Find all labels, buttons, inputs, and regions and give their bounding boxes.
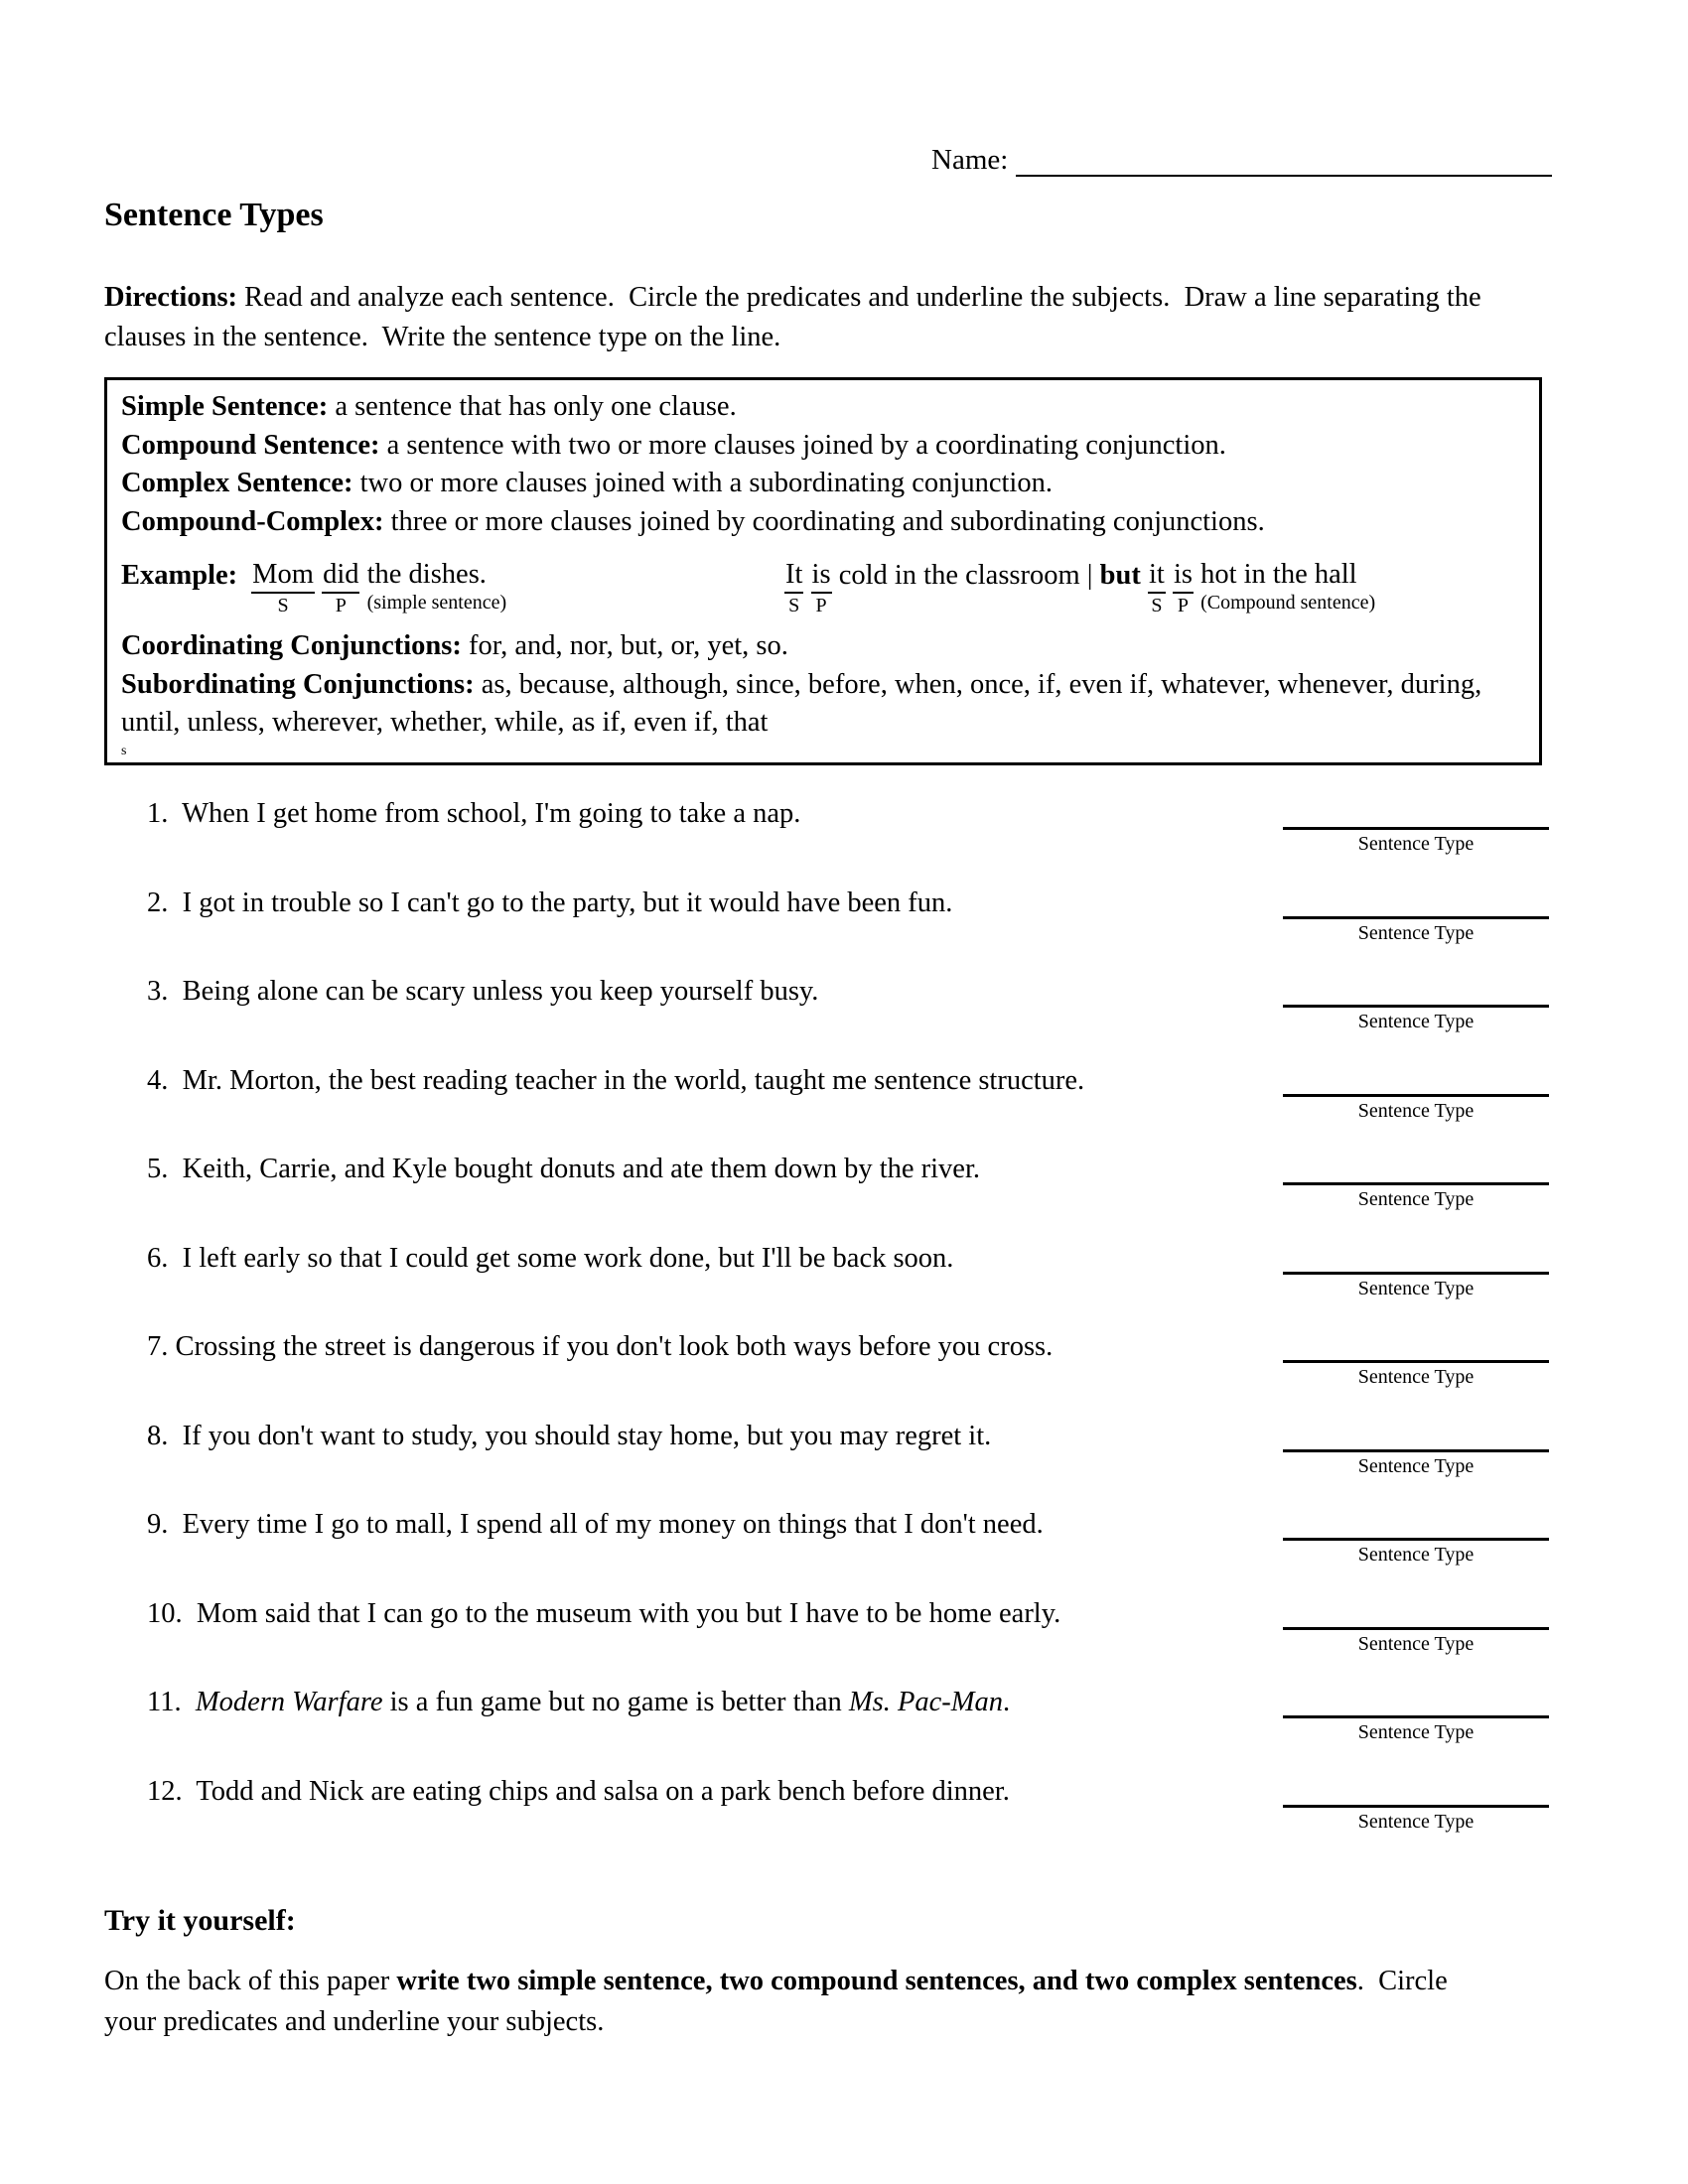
example-rest-group [1200, 559, 1375, 614]
stray-mark: s [121, 743, 127, 758]
exercise-number: 3. [147, 976, 183, 1007]
example-compound-sentence [784, 559, 1525, 617]
definition-text: two or more clauses joined with a subordinating conjunction. [352, 468, 1053, 498]
exercise-sentence-segment: I got in trouble so I can't go to the party, but it would have been fun. [182, 887, 953, 918]
underlined-predicate: is [811, 559, 832, 594]
exercise-sentence [147, 975, 1549, 1009]
directions [104, 278, 1524, 357]
exercise-list [147, 797, 1549, 1863]
sentence-type-label: Sentence Type [1357, 1721, 1475, 1743]
exercise-number: 9. [147, 1509, 183, 1540]
exercise-number: 6. [147, 1242, 183, 1274]
exercise-number: 12. [147, 1775, 197, 1807]
definitions-box [104, 377, 1542, 765]
subordinating-conjunctions [121, 666, 1525, 743]
exercise-number: 5. [147, 1154, 183, 1184]
exercise-sentence [147, 1242, 1549, 1276]
try-it-yourself-heading: Try it yourself: [104, 1904, 296, 1937]
exercise-row [147, 1508, 1549, 1566]
example-middle: cold in the classroom | [838, 560, 1093, 591]
exercise-sentence-segment: Ms. Pac-Man [848, 1687, 1003, 1717]
exercise-sentence [147, 1153, 1549, 1186]
example-note: (simple sentence) [366, 592, 507, 614]
example-rest-group [367, 559, 507, 614]
exercise-number: 1. [147, 798, 183, 829]
underlined-predicate: is [1173, 559, 1194, 594]
exercise-sentence-segment: I left early so that I could get some work done, but I'll be back soon. [182, 1242, 954, 1274]
example-row [121, 559, 1525, 617]
subject-marker: S [788, 595, 800, 616]
exercise-sentence-segment: . [1002, 1687, 1011, 1717]
conjunctions-list: as, because, although, since, before, when, once, if, even if, whatever, whenever, during, until, unless, wherever, whether, while, as if, even if, that [121, 668, 1489, 738]
exercise-sentence [147, 1508, 1549, 1542]
sentence-type-label: Sentence Type [1357, 921, 1475, 944]
exercise-sentence-segment: Todd and Nick are eating chips and salsa on a park bench before dinner. [196, 1775, 1010, 1807]
conjunctions-term: Subordinating Conjunctions: [121, 668, 475, 700]
exercise-row [147, 1597, 1549, 1655]
try-text-normal: . Circle your predicates and underline your subjects. [104, 1966, 1455, 2037]
exercise-sentence-segment: Modern Warfare [195, 1687, 383, 1717]
exercise-row [147, 975, 1549, 1032]
exercise-sentence-segment: When I get home from school, I'm going to take a nap. [182, 798, 801, 829]
conjunctions-term: Coordinating Conjunctions: [121, 630, 462, 661]
example-rest: hot in the hall [1200, 559, 1357, 590]
predicate-marker: P [335, 595, 347, 616]
exercise-row [147, 887, 1549, 944]
subject-marker: S [1151, 595, 1163, 616]
exercise-sentence [147, 887, 1549, 920]
definition-simple [121, 388, 1525, 427]
sentence-type-blank[interactable] [1283, 1627, 1549, 1656]
sentence-type-label: Sentence Type [1357, 1099, 1475, 1122]
sentence-type-label: Sentence Type [1357, 1277, 1475, 1299]
sentence-type-blank[interactable] [1283, 1094, 1549, 1123]
example-label: Example: [121, 560, 238, 591]
coordinating-conjunctions [121, 627, 1525, 666]
sentence-type-blank[interactable] [1283, 1182, 1549, 1211]
exercise-sentence-segment: If you don't want to study, you should stay home, but you may regret it. [182, 1420, 992, 1451]
exercise-sentence-segment: Being alone can be scary unless you keep yourself busy. [182, 976, 819, 1007]
exercise-row [147, 1153, 1549, 1210]
exercise-row [147, 1686, 1549, 1743]
exercise-row [147, 1420, 1549, 1477]
example-subject-group [1148, 559, 1166, 617]
example-subject-group [251, 559, 315, 617]
exercise-sentence [147, 1420, 1549, 1453]
exercise-row [147, 1775, 1549, 1833]
underlined-predicate: did [322, 559, 359, 594]
example-rest: the dishes. [366, 559, 487, 590]
exercise-row [147, 1330, 1549, 1388]
predicate-marker: P [1177, 595, 1189, 616]
definition-text: a sentence that has only one clause. [328, 391, 737, 422]
conjunctions-list: for, and, nor, but, or, yet, so. [461, 630, 788, 661]
page-title: Sentence Types [104, 197, 324, 233]
underlined-subject: it [1148, 559, 1166, 594]
exercise-sentence-segment: Every time I go to mall, I spend all of my money on things that I don't need. [182, 1509, 1044, 1540]
sentence-type-label: Sentence Type [1357, 1366, 1475, 1388]
example-predicate-group [1173, 559, 1194, 617]
sentence-type-label: Sentence Type [1357, 1632, 1475, 1655]
underlined-subject: Mom [251, 559, 315, 594]
exercise-sentence [147, 1597, 1549, 1631]
sentence-type-blank[interactable] [1283, 1272, 1549, 1300]
definition-text: three or more clauses joined by coordinating and subordinating conjunctions. [383, 505, 1265, 537]
exercise-row [147, 1242, 1549, 1299]
try-it-yourself-text [104, 1961, 1484, 2042]
exercise-number: 7. [147, 1331, 176, 1362]
example-predicate-group [322, 559, 359, 617]
example-subject-group [784, 559, 803, 617]
exercise-row [147, 797, 1549, 855]
exercise-sentence [147, 797, 1549, 831]
sentence-type-blank[interactable] [1283, 1360, 1549, 1389]
sentence-type-blank[interactable] [1283, 1538, 1549, 1567]
exercise-sentence-segment: Keith, Carrie, and Kyle bought donuts and ate them down by the river. [182, 1154, 980, 1184]
sentence-type-label: Sentence Type [1357, 1810, 1475, 1833]
definition-text: a sentence with two or more clauses joined by a coordinating conjunction. [379, 429, 1226, 461]
definition-term: Simple Sentence: [121, 391, 329, 422]
name-label: Name: [931, 144, 1009, 176]
exercise-sentence [147, 1686, 1549, 1719]
directions-text: Read and analyze each sentence. Circle the predicates and underline the subjects. Draw a line separating the clauses in the sentence. Write the sentence type on the line. [104, 282, 1488, 352]
sentence-type-label: Sentence Type [1357, 1454, 1475, 1477]
definition-complex [121, 465, 1525, 503]
exercise-number: 2. [147, 887, 183, 918]
exercise-row [147, 1064, 1549, 1122]
definition-term: Compound-Complex: [121, 505, 384, 537]
example-simple-sentence [121, 559, 784, 617]
exercise-sentence [147, 1330, 1549, 1364]
sentence-type-label: Sentence Type [1357, 1011, 1475, 1032]
sentence-type-blank[interactable] [1283, 1805, 1549, 1834]
subject-marker: S [277, 595, 289, 616]
exercise-sentence [147, 1064, 1549, 1098]
predicate-marker: P [815, 595, 827, 616]
sentence-type-blank[interactable] [1283, 1449, 1549, 1478]
definition-compound-complex [121, 503, 1525, 542]
underlined-subject: It [784, 559, 803, 594]
exercise-sentence [147, 1775, 1549, 1809]
definition-term: Compound Sentence: [121, 429, 380, 461]
exercise-number: 8. [147, 1420, 183, 1451]
name-blank-line[interactable] [1016, 148, 1552, 177]
name-header [931, 144, 1552, 177]
sentence-type-label: Sentence Type [1357, 1544, 1475, 1566]
sentence-type-blank[interactable] [1283, 916, 1549, 945]
sentence-type-blank[interactable] [1283, 827, 1549, 856]
exercise-number: 4. [147, 1064, 183, 1096]
exercise-number: 11. [147, 1687, 196, 1717]
conjunction: but [1099, 560, 1141, 591]
sentence-type-blank[interactable] [1283, 1005, 1549, 1033]
sentence-type-label: Sentence Type [1357, 833, 1475, 855]
exercise-number: 10. [147, 1597, 197, 1629]
sentence-type-blank[interactable] [1283, 1715, 1549, 1744]
directions-label: Directions: [104, 282, 238, 313]
definition-term: Complex Sentence: [121, 468, 353, 498]
try-text-bold: write two simple sentence, two compound sentences, and two complex sentences [396, 1966, 1357, 1996]
example-predicate-group [811, 559, 832, 617]
exercise-sentence-segment: Crossing the street is dangerous if you don't look both ways before you cross. [175, 1331, 1054, 1362]
exercise-sentence-segment: Mom said that I can go to the museum with you but I have to be home early. [196, 1597, 1061, 1629]
exercise-sentence-segment: is a fun game but no game is better than [382, 1687, 849, 1717]
try-text-normal: On the back of this paper [104, 1966, 397, 1996]
example-note: (Compound sentence) [1200, 592, 1376, 614]
sentence-type-label: Sentence Type [1357, 1188, 1475, 1210]
exercise-sentence-segment: Mr. Morton, the best reading teacher in the world, taught me sentence structure. [182, 1064, 1085, 1096]
definition-compound [121, 427, 1525, 466]
